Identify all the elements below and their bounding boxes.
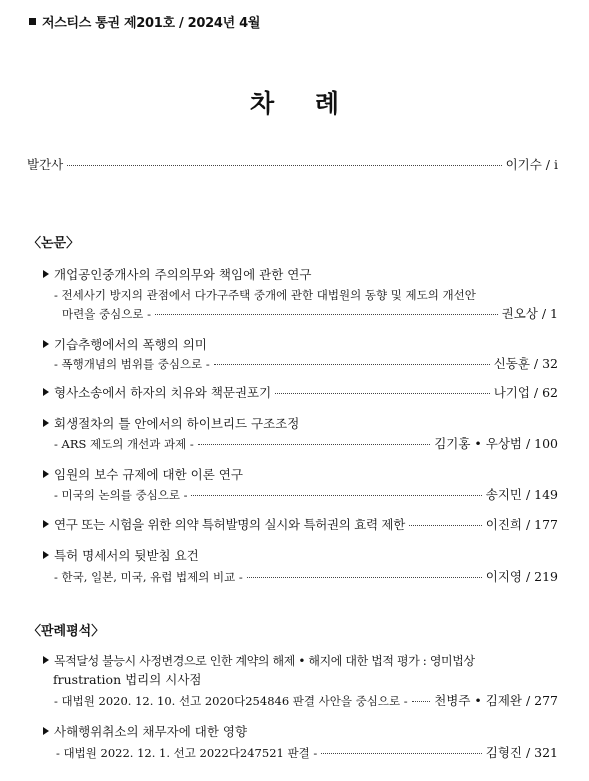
toc-entry-title[interactable] xyxy=(43,546,199,564)
entry-title-continued: frustration 법리의 시사점 xyxy=(53,672,202,687)
toc-entry-title[interactable] xyxy=(43,265,311,283)
entry-subtitle: 마련을 중심으로 - xyxy=(62,307,151,321)
entry-subtitle: - ARS 제도의 개선과 과제 - xyxy=(54,437,194,451)
entry-title-text: 개업공인중개사의 주의의무와 책임에 관한 연구 xyxy=(54,267,312,282)
triangle-bullet-icon xyxy=(43,551,49,559)
dot-leader xyxy=(155,314,498,315)
dot-leader xyxy=(321,753,482,754)
triangle-bullet-icon xyxy=(43,656,49,664)
toc-entry-row[interactable] xyxy=(54,354,558,372)
dot-leader xyxy=(198,444,430,445)
section-heading-cases: 〈판례평석〉 xyxy=(28,624,105,639)
entry-subtitle: - 대법원 2022. 12. 1. 선고 2022다247521 판결 - xyxy=(56,746,318,760)
entry-title-text: 목적달성 불능시 사정변경으로 인한 계약의 해제 • 해지에 대한 법적 평가 : 영미법상 xyxy=(54,654,475,668)
toc-entry-title[interactable] xyxy=(43,465,243,483)
dot-leader xyxy=(67,165,501,166)
entry-author-page: 이지영 / 219 xyxy=(485,569,558,584)
toc-entry-row[interactable] xyxy=(56,743,558,761)
toc-entry-row[interactable] xyxy=(54,485,558,503)
toc-entry-row[interactable] xyxy=(54,434,558,452)
dot-leader xyxy=(214,364,490,365)
dot-leader xyxy=(191,495,481,496)
dot-leader xyxy=(275,393,490,394)
entry-author-page: 이진희 / 177 xyxy=(485,517,558,532)
page-title: 차 례 xyxy=(249,89,355,118)
toc-entry-row[interactable] xyxy=(62,304,558,322)
entry-subtitle: - 미국의 논의를 중심으로 - xyxy=(54,488,188,502)
entry-title-text: 회생절차의 틀 안에서의 하이브리드 구조조정 xyxy=(54,416,300,431)
entry-author-page: 나기업 / 62 xyxy=(493,385,558,400)
entry-title-text: 형사소송에서 하자의 치유와 책문권포기 xyxy=(54,385,272,400)
toc-entry-row[interactable] xyxy=(43,515,558,533)
triangle-bullet-icon xyxy=(43,388,49,396)
triangle-bullet-icon xyxy=(43,470,49,478)
triangle-bullet-icon xyxy=(43,270,49,278)
entry-title-text: 사해행위취소의 채무자에 대한 영향 xyxy=(54,724,248,739)
entry-title-text: 연구 또는 시험을 위한 의약 특허발명의 실시와 특허권의 효력 제한 xyxy=(54,517,405,532)
triangle-bullet-icon xyxy=(43,340,49,348)
entry-title-text: 특허 명세서의 뒷받침 요건 xyxy=(54,548,199,563)
entry-author-page: 송지민 / 149 xyxy=(485,487,558,502)
entry-author-page: 권오상 / 1 xyxy=(501,306,558,321)
entry-subtitle: - 대법원 2020. 12. 10. 선고 2020다254846 판결 사안을 중심으로 - xyxy=(54,694,408,708)
preface-author-page: 이기수 / i xyxy=(505,157,558,172)
triangle-bullet-icon xyxy=(43,520,49,528)
square-bullet-icon xyxy=(29,18,36,25)
journal-header xyxy=(29,12,260,31)
toc-entry-title[interactable] xyxy=(43,652,475,669)
dot-leader xyxy=(247,577,482,578)
triangle-bullet-icon xyxy=(43,419,49,427)
entry-subtitle: - 한국, 일본, 미국, 유럽 법제의 비교 - xyxy=(54,570,243,584)
preface-row[interactable] xyxy=(27,155,558,173)
toc-entry-title[interactable] xyxy=(43,722,247,740)
entry-subtitle: - 폭행개념의 범위를 중심으로 - xyxy=(54,357,210,371)
entry-author-page: 김형진 / 321 xyxy=(485,745,558,760)
toc-entry-row[interactable] xyxy=(54,691,558,709)
entry-title-text: 임원의 보수 규제에 대한 이론 연구 xyxy=(54,467,243,482)
triangle-bullet-icon xyxy=(43,727,49,735)
toc-entry-title[interactable] xyxy=(43,414,299,432)
dot-leader xyxy=(409,525,482,526)
preface-label: 발간사 xyxy=(27,157,64,172)
toc-entry-row[interactable] xyxy=(43,383,558,401)
entry-author-page: 천병주 • 김제완 / 277 xyxy=(434,693,558,708)
section-heading-papers: 〈논문〉 xyxy=(28,236,80,251)
toc-entry-row[interactable] xyxy=(54,567,558,585)
entry-author-page: 김기홍 • 우상범 / 100 xyxy=(434,436,558,451)
toc-entry-title[interactable] xyxy=(43,335,207,353)
journal-header-text: 저스티스 통권 제201호 / 2024년 4월 xyxy=(42,16,261,31)
entry-subtitle: - 전세사기 방지의 관점에서 다가구주택 중개에 관한 대법원의 동향 및 제도의 개선안 xyxy=(54,288,476,302)
dot-leader xyxy=(412,701,431,702)
entry-title-text: 기습추행에서의 폭행의 의미 xyxy=(54,337,207,352)
entry-author-page: 신동훈 / 32 xyxy=(493,356,558,371)
